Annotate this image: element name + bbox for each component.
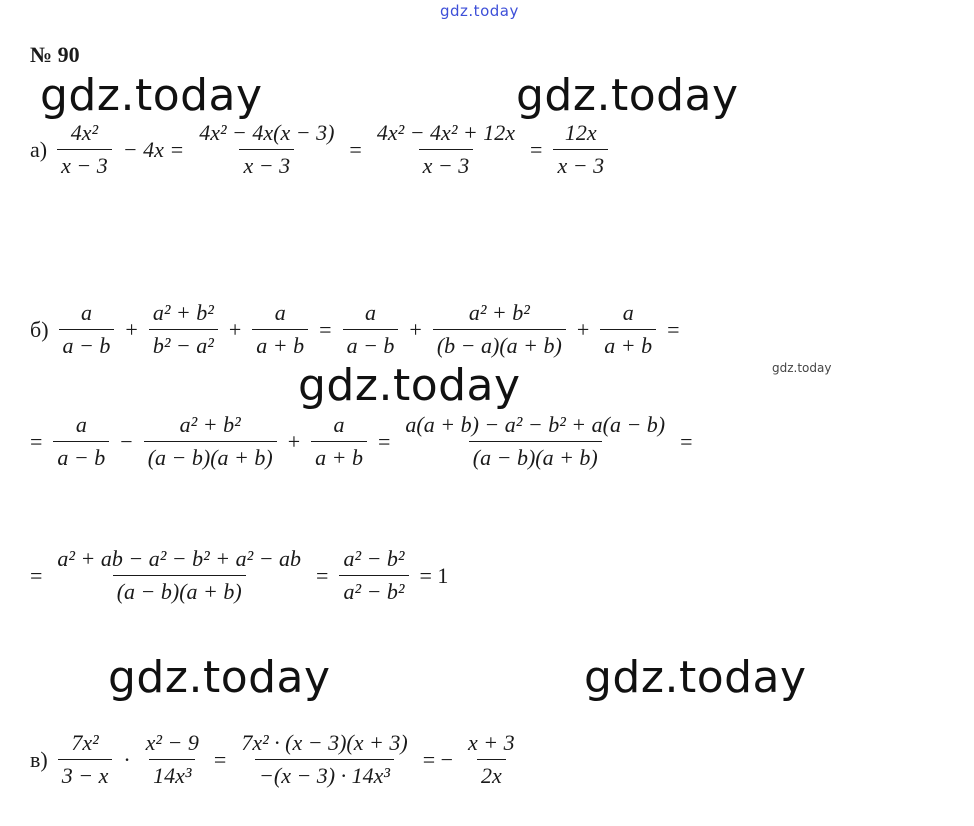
denominator: (b − a)(a + b) [433,329,566,359]
fraction [401,412,669,471]
fraction [58,730,113,789]
watermark-top: gdz.today [440,2,519,20]
numerator: 4x² − 4x(x − 3) [199,120,335,145]
operator: = [30,428,43,454]
numerator: a² + b² [152,300,214,325]
operator: + [125,316,138,342]
operator: = [213,746,227,772]
operator: = [316,562,329,588]
numerator: a [80,300,92,325]
operator: + [228,316,242,342]
denominator: (a − b)(a + b) [144,441,277,471]
numerator: a² + b² [468,300,530,325]
denominator: 2x [477,759,506,789]
denominator: b² − a² [149,329,218,359]
numerator: a² + ab − a² − b² + a² − ab [57,546,302,571]
denominator: a − b [343,329,399,359]
watermark-small: gdz.today [772,361,832,375]
watermark-4: gdz.today [108,652,331,703]
denominator: −(x − 3) · 14x³ [255,759,394,789]
operator: + [409,316,422,342]
part-b-line-3 [30,546,457,605]
numerator: 4x² [70,120,99,145]
numerator: a(a + b) − a² − b² + a(a − b) [405,412,666,437]
task-number: № 90 [30,42,80,67]
operator: − [120,428,133,454]
part-b-line-1 [30,300,689,359]
watermark-1: gdz.today [40,70,263,121]
denominator: x − 3 [553,149,608,179]
watermark-5: gdz.today [584,652,807,703]
denominator: 14x³ [149,759,195,789]
numerator: a [274,300,286,325]
numerator: x + 3 [468,730,515,755]
fraction [553,120,608,179]
watermark-2: gdz.today [516,70,739,121]
numerator: a² + b² [179,412,241,437]
operator: = [30,562,43,588]
fraction [339,546,408,605]
part-a [30,120,610,179]
denominator: a − b [59,329,115,359]
numerator: x² − 9 [145,730,199,755]
fraction [343,300,399,359]
watermark-3: gdz.today [298,360,521,411]
fraction [252,300,308,359]
fraction [433,300,566,359]
operator: + [576,316,590,342]
numerator: a [364,300,376,325]
operator: − 4x = [122,136,185,162]
fraction [59,300,115,359]
numerator: a² − b² [343,546,405,571]
fraction [53,412,109,471]
denominator: a + b [252,329,308,359]
numerator: 12x [564,120,597,145]
numerator: a [622,300,634,325]
denominator: 3 − x [58,759,113,789]
part-c [30,730,521,789]
fraction [195,120,338,179]
denominator: a + b [600,329,656,359]
operator: = − [422,746,454,772]
fraction [57,120,112,179]
part-a-label: а) [30,136,48,162]
denominator: x − 3 [57,149,112,179]
fraction [237,730,411,789]
fraction [142,730,203,789]
operator: = [319,316,332,342]
fraction [53,546,305,605]
numerator: a [75,412,87,437]
numerator: 7x² · (x − 3)(x + 3) [241,730,408,755]
denominator: (a − b)(a + b) [113,575,246,605]
fraction [464,730,519,789]
operator: = [667,316,680,342]
numerator: 7x² [71,730,99,755]
part-b-line-2 [30,412,702,471]
part-c-label: в) [30,746,48,772]
part-b-label: б) [30,316,49,342]
operator: · [123,746,131,772]
denominator: a + b [311,441,367,471]
operator: = [530,136,543,162]
fraction [144,412,277,471]
operator: + [287,428,301,454]
fraction [600,300,656,359]
numerator: a [333,412,345,437]
result: = 1 [419,562,449,588]
numerator: 4x² − 4x² + 12x [376,120,516,145]
fraction [149,300,218,359]
denominator: (a − b)(a + b) [469,441,602,471]
denominator: a² − b² [339,575,408,605]
denominator: x − 3 [419,149,474,179]
operator: = [349,136,362,162]
operator: = [377,428,391,454]
denominator: x − 3 [239,149,294,179]
fraction [373,120,519,179]
fraction [311,412,367,471]
denominator: a − b [53,441,109,471]
operator: = [680,428,693,454]
